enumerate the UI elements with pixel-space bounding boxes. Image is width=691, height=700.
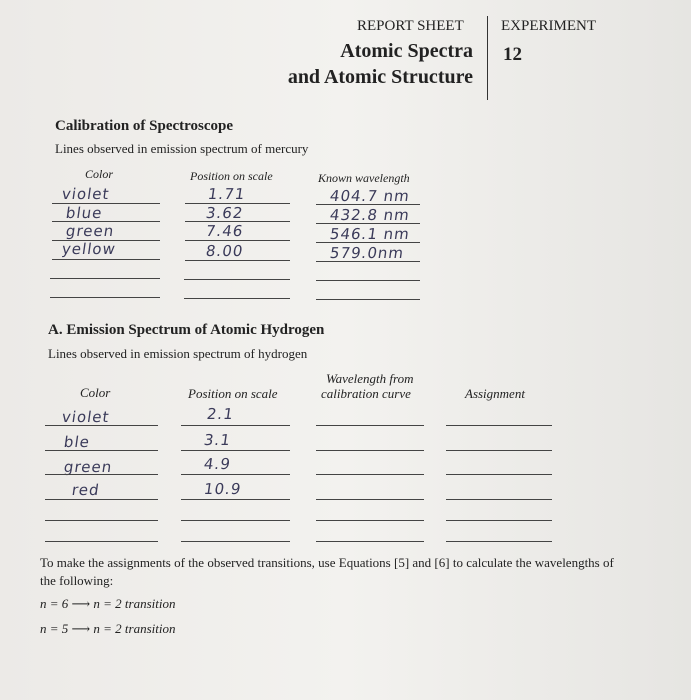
calibration-col-position: Position on scale — [190, 169, 273, 183]
instructions-line2: the following: — [40, 573, 114, 588]
cal-line — [185, 240, 290, 241]
h-line — [316, 425, 424, 426]
cal-line — [316, 223, 420, 224]
instructions-line1: To make the assignments of the observed transitions, use Equations [5] and [6] to calculate the wavelengths of — [40, 555, 614, 570]
transition-5-2: n = 5 ⟶ n = 2 transition — [40, 621, 176, 636]
h-row-2-color: ble — [62, 433, 92, 451]
report-sheet-label: REPORT SHEET — [357, 18, 464, 34]
h-line — [316, 450, 424, 451]
h-line — [45, 425, 158, 426]
cal-row-1-color: violet — [60, 185, 111, 203]
cal-line — [316, 242, 420, 243]
h-line — [45, 499, 158, 500]
h-line — [45, 450, 158, 451]
h-line — [45, 520, 158, 521]
cal-line — [50, 278, 160, 279]
calibration-subheading: Lines observed in emission spectrum of mercury — [55, 141, 309, 156]
h-line — [181, 450, 290, 451]
cal-row-2-position: 3.62 — [204, 204, 245, 222]
hydrogen-col-wavelength-1: Wavelength from — [326, 371, 414, 386]
h-row-1-color: violet — [60, 408, 111, 426]
h-line — [316, 520, 424, 521]
h-line — [446, 499, 552, 500]
h-line — [316, 541, 424, 542]
cal-line — [52, 240, 160, 241]
h-line — [45, 541, 158, 542]
cal-line — [316, 299, 420, 300]
cal-line — [316, 261, 420, 262]
h-row-2-position: 3.1 — [202, 431, 233, 449]
h-line — [446, 450, 552, 451]
h-line — [446, 541, 552, 542]
hydrogen-col-position: Position on scale — [188, 386, 278, 401]
h-row-3-color: green — [62, 458, 114, 476]
cal-row-4-position: 8.00 — [204, 242, 245, 260]
cal-line — [185, 260, 290, 261]
calibration-col-wavelength: Known wavelength — [318, 171, 410, 185]
cal-line — [316, 204, 420, 205]
hydrogen-heading: A. Emission Spectrum of Atomic Hydrogen — [48, 322, 325, 338]
calibration-heading: Calibration of Spectroscope — [55, 118, 234, 134]
hydrogen-subheading: Lines observed in emission spectrum of hydrogen — [48, 346, 308, 361]
cal-line — [52, 221, 160, 222]
cal-row-3-wavelength: 546.1 nm — [328, 225, 412, 243]
h-line — [181, 425, 290, 426]
h-line — [181, 499, 290, 500]
h-row-4-color: red — [70, 481, 101, 499]
cal-line — [52, 259, 160, 260]
cal-line — [184, 298, 290, 299]
h-line — [446, 520, 552, 521]
cal-line — [316, 280, 420, 281]
cal-row-4-color: yellow — [60, 240, 118, 258]
experiment-label: EXPERIMENT — [501, 18, 596, 34]
cal-line — [185, 203, 290, 204]
h-line — [446, 474, 552, 475]
page-title-line1: Atomic Spectra — [340, 40, 473, 62]
h-line — [45, 474, 158, 475]
h-line — [446, 425, 552, 426]
h-line — [181, 520, 290, 521]
experiment-number: 12 — [503, 44, 522, 65]
header-divider — [487, 16, 488, 100]
cal-row-2-wavelength: 432.8 nm — [328, 206, 412, 224]
h-row-3-position: 4.9 — [202, 455, 233, 473]
cal-line — [50, 297, 160, 298]
hydrogen-col-color: Color — [80, 385, 111, 400]
cal-row-3-color: green — [64, 222, 116, 240]
hydrogen-col-wavelength-2: calibration curve — [321, 386, 411, 401]
h-line — [316, 499, 424, 500]
cal-row-4-wavelength: 579.0nm — [328, 244, 406, 262]
transition-6-2: n = 6 ⟶ n = 2 transition — [40, 596, 176, 611]
cal-row-2-color: blue — [64, 204, 104, 222]
page-title-line2: and Atomic Structure — [287, 66, 473, 88]
h-line — [181, 541, 290, 542]
h-row-4-position: 10.9 — [202, 480, 243, 498]
cal-row-1-wavelength: 404.7 nm — [328, 187, 412, 205]
h-line — [181, 474, 290, 475]
cal-line — [52, 203, 160, 204]
hydrogen-col-assignment: Assignment — [465, 386, 525, 401]
cal-line — [185, 221, 290, 222]
cal-line — [184, 279, 290, 280]
h-row-1-position: 2.1 — [205, 405, 236, 423]
cal-row-1-position: 1.71 — [206, 185, 247, 203]
cal-row-3-position: 7.46 — [204, 222, 245, 240]
h-line — [316, 474, 424, 475]
calibration-col-color: Color — [85, 167, 114, 181]
